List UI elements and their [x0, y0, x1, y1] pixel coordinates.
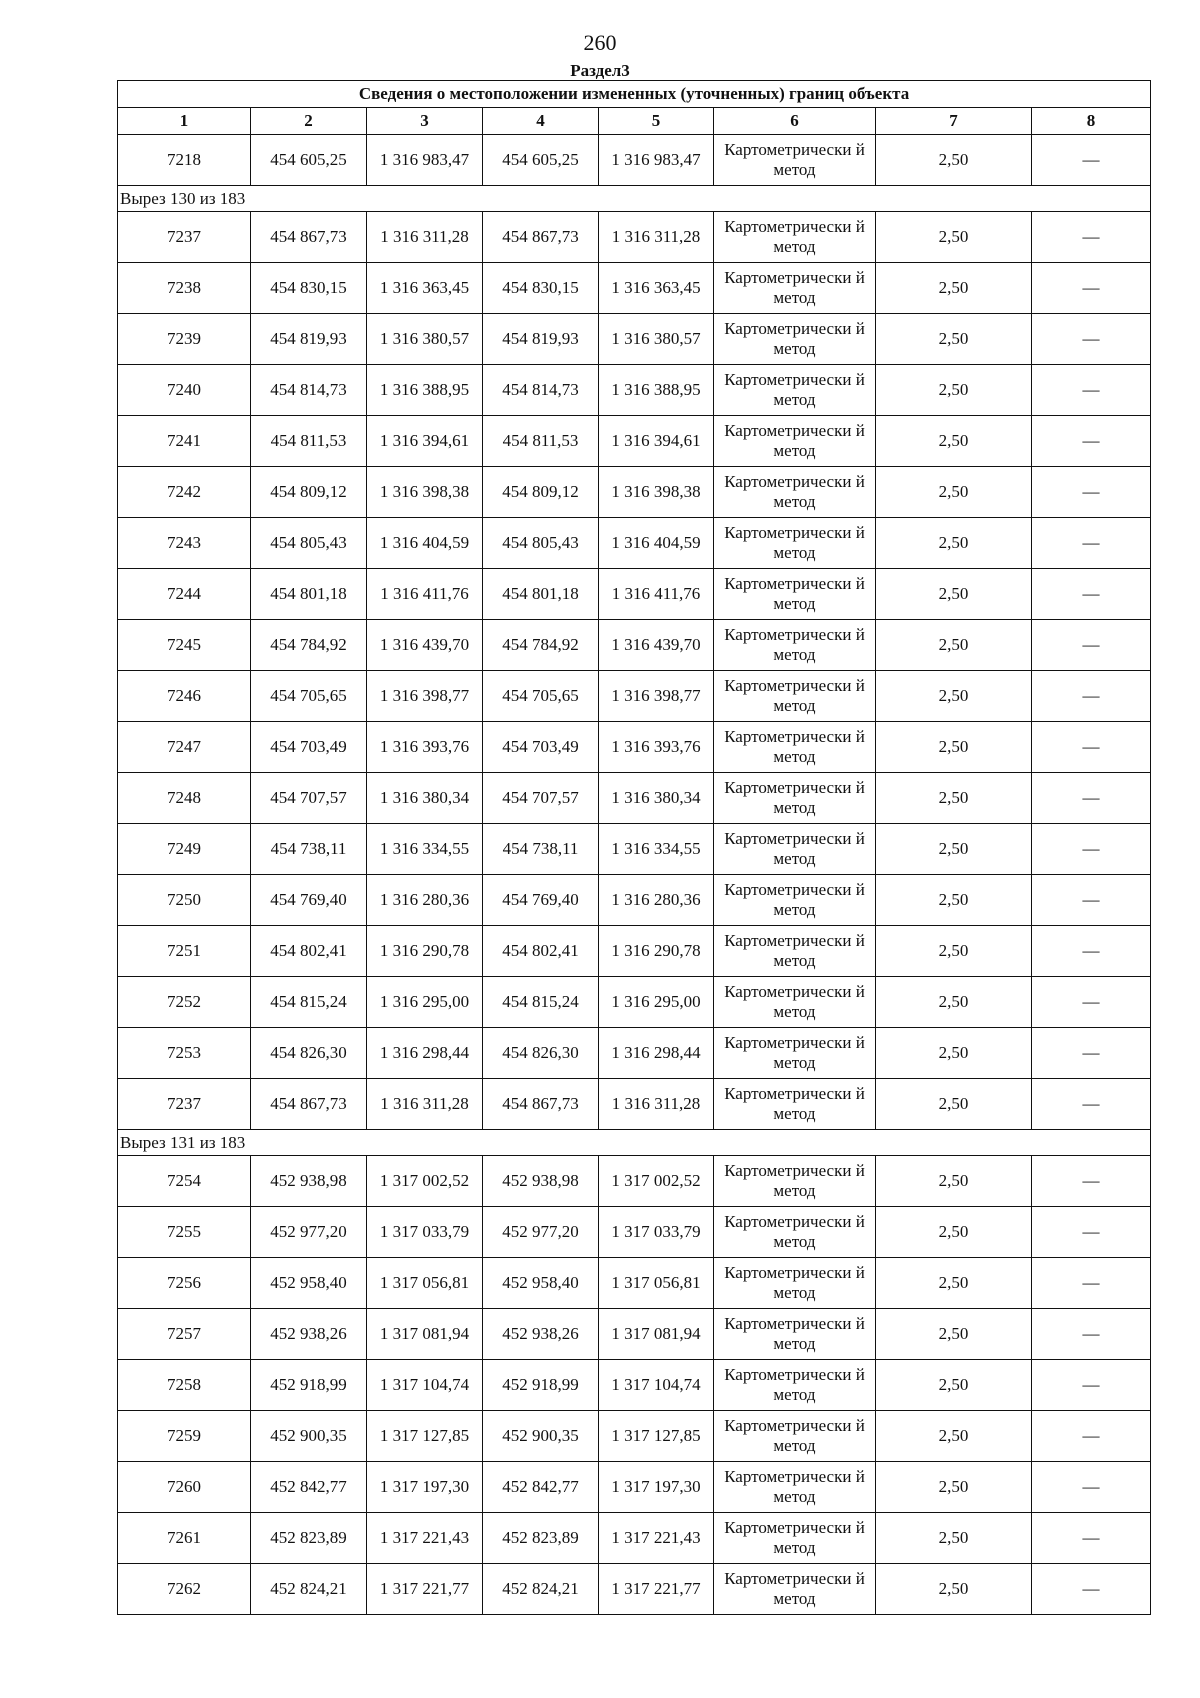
- accuracy-cell: 2,50: [876, 1564, 1032, 1615]
- note-cell: —: [1032, 263, 1151, 314]
- y-old-cell: 1 316 398,38: [367, 467, 483, 518]
- x-old-cell: 452 918,99: [251, 1360, 367, 1411]
- x-old-cell: 452 842,77: [251, 1462, 367, 1513]
- note-cell: —: [1032, 722, 1151, 773]
- table-row: [118, 263, 1151, 314]
- y-old-cell: 1 317 127,85: [367, 1411, 483, 1462]
- method-cell: Картометрически й метод: [714, 1156, 876, 1207]
- x-new-cell: 454 867,73: [483, 1079, 599, 1130]
- table-row: [118, 926, 1151, 977]
- y-old-cell: 1 316 983,47: [367, 135, 483, 186]
- accuracy-cell: 2,50: [876, 314, 1032, 365]
- table-row: [118, 1309, 1151, 1360]
- accuracy-cell: 2,50: [876, 1309, 1032, 1360]
- y-new-cell: 1 316 298,44: [599, 1028, 714, 1079]
- point-number-cell: 7259: [118, 1411, 251, 1462]
- x-new-cell: 454 819,93: [483, 314, 599, 365]
- y-old-cell: 1 317 033,79: [367, 1207, 483, 1258]
- cutout-label-row: [118, 186, 1151, 212]
- accuracy-cell: 2,50: [876, 671, 1032, 722]
- x-new-cell: 454 769,40: [483, 875, 599, 926]
- table-row: [118, 620, 1151, 671]
- point-number-cell: 7255: [118, 1207, 251, 1258]
- table-row: [118, 1258, 1151, 1309]
- method-cell: Картометрически й метод: [714, 1564, 876, 1615]
- y-new-cell: 1 316 380,34: [599, 773, 714, 824]
- point-number-cell: 7242: [118, 467, 251, 518]
- y-old-cell: 1 316 298,44: [367, 1028, 483, 1079]
- method-cell: Картометрически й метод: [714, 773, 876, 824]
- point-number-cell: 7253: [118, 1028, 251, 1079]
- y-new-cell: 1 316 983,47: [599, 135, 714, 186]
- accuracy-cell: 2,50: [876, 875, 1032, 926]
- y-new-cell: 1 316 394,61: [599, 416, 714, 467]
- note-cell: —: [1032, 824, 1151, 875]
- x-old-cell: 454 805,43: [251, 518, 367, 569]
- accuracy-cell: 2,50: [876, 1411, 1032, 1462]
- method-cell: Картометрически й метод: [714, 365, 876, 416]
- y-old-cell: 1 317 197,30: [367, 1462, 483, 1513]
- accuracy-cell: 2,50: [876, 212, 1032, 263]
- table-row: [118, 212, 1151, 263]
- note-cell: —: [1032, 518, 1151, 569]
- x-new-cell: 454 705,65: [483, 671, 599, 722]
- y-new-cell: 1 317 221,77: [599, 1564, 714, 1615]
- x-old-cell: 452 977,20: [251, 1207, 367, 1258]
- point-number-cell: 7254: [118, 1156, 251, 1207]
- x-old-cell: 454 784,92: [251, 620, 367, 671]
- table-row: [118, 671, 1151, 722]
- accuracy-cell: 2,50: [876, 773, 1032, 824]
- method-cell: Картометрически й метод: [714, 212, 876, 263]
- y-old-cell: 1 316 393,76: [367, 722, 483, 773]
- table-row: [118, 1513, 1151, 1564]
- note-cell: —: [1032, 416, 1151, 467]
- x-new-cell: 452 824,21: [483, 1564, 599, 1615]
- y-new-cell: 1 317 127,85: [599, 1411, 714, 1462]
- point-number-cell: 7243: [118, 518, 251, 569]
- accuracy-cell: 2,50: [876, 518, 1032, 569]
- note-cell: —: [1032, 1258, 1151, 1309]
- y-new-cell: 1 317 221,43: [599, 1513, 714, 1564]
- point-number-cell: 7250: [118, 875, 251, 926]
- column-number-row: [118, 108, 1151, 135]
- table-row: [118, 416, 1151, 467]
- note-cell: —: [1032, 620, 1151, 671]
- point-number-cell: 7237: [118, 212, 251, 263]
- x-new-cell: 454 826,30: [483, 1028, 599, 1079]
- method-cell: Картометрически й метод: [714, 620, 876, 671]
- table-row: [118, 1156, 1151, 1207]
- point-number-cell: 7245: [118, 620, 251, 671]
- table-row: [118, 518, 1151, 569]
- method-cell: Картометрически й метод: [714, 1079, 876, 1130]
- x-new-cell: 454 738,11: [483, 824, 599, 875]
- note-cell: —: [1032, 875, 1151, 926]
- accuracy-cell: 2,50: [876, 1028, 1032, 1079]
- x-new-cell: 454 815,24: [483, 977, 599, 1028]
- method-cell: Картометрически й метод: [714, 135, 876, 186]
- x-new-cell: 454 802,41: [483, 926, 599, 977]
- x-old-cell: 454 867,73: [251, 212, 367, 263]
- x-new-cell: 452 842,77: [483, 1462, 599, 1513]
- x-new-cell: 454 707,57: [483, 773, 599, 824]
- point-number-cell: 7256: [118, 1258, 251, 1309]
- accuracy-cell: 2,50: [876, 1360, 1032, 1411]
- x-old-cell: 454 707,57: [251, 773, 367, 824]
- y-new-cell: 1 316 398,38: [599, 467, 714, 518]
- table-row: [118, 824, 1151, 875]
- column-number: 3: [367, 108, 483, 135]
- y-new-cell: 1 316 404,59: [599, 518, 714, 569]
- method-cell: Картометрически й метод: [714, 1411, 876, 1462]
- accuracy-cell: 2,50: [876, 1462, 1032, 1513]
- note-cell: —: [1032, 365, 1151, 416]
- table-row: [118, 314, 1151, 365]
- x-old-cell: 454 769,40: [251, 875, 367, 926]
- page-number: 260: [583, 30, 617, 55]
- note-cell: —: [1032, 569, 1151, 620]
- table-row: [118, 135, 1151, 186]
- method-cell: Картометрически й метод: [714, 875, 876, 926]
- y-new-cell: 1 317 056,81: [599, 1258, 714, 1309]
- cutout-label: Вырез 130 из 183: [118, 186, 1151, 212]
- accuracy-cell: 2,50: [876, 620, 1032, 671]
- y-old-cell: 1 317 056,81: [367, 1258, 483, 1309]
- y-new-cell: 1 316 398,77: [599, 671, 714, 722]
- table-row: [118, 1411, 1151, 1462]
- point-number-cell: 7249: [118, 824, 251, 875]
- y-old-cell: 1 316 398,77: [367, 671, 483, 722]
- point-number-cell: 7247: [118, 722, 251, 773]
- note-cell: —: [1032, 314, 1151, 365]
- accuracy-cell: 2,50: [876, 977, 1032, 1028]
- table-row: [118, 1360, 1151, 1411]
- table-row: [118, 1028, 1151, 1079]
- y-new-cell: 1 316 393,76: [599, 722, 714, 773]
- method-cell: Картометрически й метод: [714, 1462, 876, 1513]
- point-number-cell: 7241: [118, 416, 251, 467]
- accuracy-cell: 2,50: [876, 1079, 1032, 1130]
- method-cell: Картометрически й метод: [714, 314, 876, 365]
- point-number-cell: 7237: [118, 1079, 251, 1130]
- x-new-cell: 452 958,40: [483, 1258, 599, 1309]
- table-row: [118, 467, 1151, 518]
- x-new-cell: 452 938,98: [483, 1156, 599, 1207]
- note-cell: —: [1032, 135, 1151, 186]
- y-old-cell: 1 316 311,28: [367, 212, 483, 263]
- note-cell: —: [1032, 1411, 1151, 1462]
- accuracy-cell: 2,50: [876, 569, 1032, 620]
- point-number-cell: 7238: [118, 263, 251, 314]
- x-old-cell: 452 958,40: [251, 1258, 367, 1309]
- x-old-cell: 454 830,15: [251, 263, 367, 314]
- y-old-cell: 1 316 380,34: [367, 773, 483, 824]
- table-row: [118, 977, 1151, 1028]
- x-old-cell: 454 605,25: [251, 135, 367, 186]
- note-cell: —: [1032, 1028, 1151, 1079]
- y-old-cell: 1 316 334,55: [367, 824, 483, 875]
- y-new-cell: 1 316 380,57: [599, 314, 714, 365]
- note-cell: —: [1032, 1513, 1151, 1564]
- accuracy-cell: 2,50: [876, 135, 1032, 186]
- note-cell: —: [1032, 1079, 1151, 1130]
- x-new-cell: 454 801,18: [483, 569, 599, 620]
- y-new-cell: 1 317 081,94: [599, 1309, 714, 1360]
- column-number: 4: [483, 108, 599, 135]
- accuracy-cell: 2,50: [876, 824, 1032, 875]
- point-number-cell: 7261: [118, 1513, 251, 1564]
- note-cell: —: [1032, 1309, 1151, 1360]
- note-cell: —: [1032, 773, 1151, 824]
- y-old-cell: 1 316 290,78: [367, 926, 483, 977]
- x-new-cell: 454 830,15: [483, 263, 599, 314]
- y-new-cell: 1 316 363,45: [599, 263, 714, 314]
- y-new-cell: 1 316 334,55: [599, 824, 714, 875]
- note-cell: —: [1032, 1207, 1151, 1258]
- table-row: [118, 773, 1151, 824]
- note-cell: —: [1032, 1462, 1151, 1513]
- y-old-cell: 1 316 380,57: [367, 314, 483, 365]
- y-old-cell: 1 317 221,77: [367, 1564, 483, 1615]
- table-row: [118, 1564, 1151, 1615]
- x-new-cell: 454 703,49: [483, 722, 599, 773]
- note-cell: —: [1032, 671, 1151, 722]
- y-old-cell: 1 316 388,95: [367, 365, 483, 416]
- accuracy-cell: 2,50: [876, 926, 1032, 977]
- column-number: 1: [118, 108, 251, 135]
- note-cell: —: [1032, 977, 1151, 1028]
- x-old-cell: 454 809,12: [251, 467, 367, 518]
- x-new-cell: 454 809,12: [483, 467, 599, 518]
- x-old-cell: 454 815,24: [251, 977, 367, 1028]
- x-old-cell: 454 826,30: [251, 1028, 367, 1079]
- x-new-cell: 452 900,35: [483, 1411, 599, 1462]
- section-title: Раздел3: [570, 61, 630, 80]
- x-new-cell: 454 811,53: [483, 416, 599, 467]
- method-cell: Картометрически й метод: [714, 1028, 876, 1079]
- note-cell: —: [1032, 467, 1151, 518]
- x-old-cell: 454 738,11: [251, 824, 367, 875]
- x-new-cell: 454 784,92: [483, 620, 599, 671]
- accuracy-cell: 2,50: [876, 1207, 1032, 1258]
- column-number: 6: [714, 108, 876, 135]
- y-old-cell: 1 316 411,76: [367, 569, 483, 620]
- y-new-cell: 1 317 033,79: [599, 1207, 714, 1258]
- table-row: [118, 1462, 1151, 1513]
- y-new-cell: 1 316 311,28: [599, 1079, 714, 1130]
- y-old-cell: 1 317 104,74: [367, 1360, 483, 1411]
- x-new-cell: 452 823,89: [483, 1513, 599, 1564]
- y-old-cell: 1 316 439,70: [367, 620, 483, 671]
- accuracy-cell: 2,50: [876, 1156, 1032, 1207]
- method-cell: Картометрически й метод: [714, 671, 876, 722]
- x-new-cell: 452 918,99: [483, 1360, 599, 1411]
- x-old-cell: 454 811,53: [251, 416, 367, 467]
- x-old-cell: 454 814,73: [251, 365, 367, 416]
- x-new-cell: 454 814,73: [483, 365, 599, 416]
- x-old-cell: 452 938,98: [251, 1156, 367, 1207]
- note-cell: —: [1032, 926, 1151, 977]
- table-title-row: [118, 81, 1151, 108]
- accuracy-cell: 2,50: [876, 722, 1032, 773]
- y-new-cell: 1 316 439,70: [599, 620, 714, 671]
- point-number-cell: 7262: [118, 1564, 251, 1615]
- x-old-cell: 452 823,89: [251, 1513, 367, 1564]
- note-cell: —: [1032, 1564, 1151, 1615]
- method-cell: Картометрически й метод: [714, 722, 876, 773]
- method-cell: Картометрически й метод: [714, 467, 876, 518]
- y-old-cell: 1 317 081,94: [367, 1309, 483, 1360]
- column-number: 2: [251, 108, 367, 135]
- method-cell: Картометрически й метод: [714, 1360, 876, 1411]
- y-old-cell: 1 316 363,45: [367, 263, 483, 314]
- method-cell: Картометрически й метод: [714, 569, 876, 620]
- x-new-cell: 454 867,73: [483, 212, 599, 263]
- table-title: Сведения о местоположении измененных (уточненных) границ объекта: [118, 81, 1151, 108]
- x-old-cell: 454 703,49: [251, 722, 367, 773]
- point-number-cell: 7218: [118, 135, 251, 186]
- x-old-cell: 454 705,65: [251, 671, 367, 722]
- accuracy-cell: 2,50: [876, 1258, 1032, 1309]
- method-cell: Картометрически й метод: [714, 1309, 876, 1360]
- method-cell: Картометрически й метод: [714, 1258, 876, 1309]
- table-row: [118, 722, 1151, 773]
- y-new-cell: 1 316 295,00: [599, 977, 714, 1028]
- x-new-cell: 452 938,26: [483, 1309, 599, 1360]
- cutout-label-row: [118, 1130, 1151, 1156]
- method-cell: Картометрически й метод: [714, 518, 876, 569]
- point-number-cell: 7258: [118, 1360, 251, 1411]
- y-new-cell: 1 316 280,36: [599, 875, 714, 926]
- point-number-cell: 7260: [118, 1462, 251, 1513]
- x-old-cell: 454 819,93: [251, 314, 367, 365]
- table-row: [118, 365, 1151, 416]
- point-number-cell: 7246: [118, 671, 251, 722]
- note-cell: —: [1032, 1156, 1151, 1207]
- point-number-cell: 7251: [118, 926, 251, 977]
- x-old-cell: 454 867,73: [251, 1079, 367, 1130]
- y-new-cell: 1 317 197,30: [599, 1462, 714, 1513]
- method-cell: Картометрически й метод: [714, 926, 876, 977]
- method-cell: Картометрически й метод: [714, 977, 876, 1028]
- x-new-cell: 452 977,20: [483, 1207, 599, 1258]
- y-old-cell: 1 316 394,61: [367, 416, 483, 467]
- table-row: [118, 875, 1151, 926]
- y-old-cell: 1 316 404,59: [367, 518, 483, 569]
- note-cell: —: [1032, 1360, 1151, 1411]
- point-number-cell: 7257: [118, 1309, 251, 1360]
- coordinates-table: [117, 80, 1151, 1615]
- point-number-cell: 7248: [118, 773, 251, 824]
- method-cell: Картометрически й метод: [714, 1513, 876, 1564]
- y-old-cell: 1 317 221,43: [367, 1513, 483, 1564]
- x-new-cell: 454 805,43: [483, 518, 599, 569]
- table-row: [118, 1079, 1151, 1130]
- y-new-cell: 1 316 311,28: [599, 212, 714, 263]
- y-old-cell: 1 316 311,28: [367, 1079, 483, 1130]
- y-new-cell: 1 316 411,76: [599, 569, 714, 620]
- table-row: [118, 569, 1151, 620]
- y-old-cell: 1 317 002,52: [367, 1156, 483, 1207]
- x-old-cell: 454 802,41: [251, 926, 367, 977]
- accuracy-cell: 2,50: [876, 416, 1032, 467]
- accuracy-cell: 2,50: [876, 1513, 1032, 1564]
- note-cell: —: [1032, 212, 1151, 263]
- cutout-label: Вырез 131 из 183: [118, 1130, 1151, 1156]
- point-number-cell: 7252: [118, 977, 251, 1028]
- column-number: 7: [876, 108, 1032, 135]
- y-old-cell: 1 316 280,36: [367, 875, 483, 926]
- method-cell: Картометрически й метод: [714, 1207, 876, 1258]
- column-number: 5: [599, 108, 714, 135]
- x-old-cell: 452 938,26: [251, 1309, 367, 1360]
- y-new-cell: 1 316 388,95: [599, 365, 714, 416]
- method-cell: Картометрически й метод: [714, 824, 876, 875]
- method-cell: Картометрически й метод: [714, 416, 876, 467]
- accuracy-cell: 2,50: [876, 365, 1032, 416]
- y-old-cell: 1 316 295,00: [367, 977, 483, 1028]
- y-new-cell: 1 316 290,78: [599, 926, 714, 977]
- column-number: 8: [1032, 108, 1151, 135]
- point-number-cell: 7239: [118, 314, 251, 365]
- accuracy-cell: 2,50: [876, 263, 1032, 314]
- x-old-cell: 452 824,21: [251, 1564, 367, 1615]
- method-cell: Картометрически й метод: [714, 263, 876, 314]
- point-number-cell: 7240: [118, 365, 251, 416]
- accuracy-cell: 2,50: [876, 467, 1032, 518]
- x-new-cell: 454 605,25: [483, 135, 599, 186]
- x-old-cell: 454 801,18: [251, 569, 367, 620]
- point-number-cell: 7244: [118, 569, 251, 620]
- y-new-cell: 1 317 002,52: [599, 1156, 714, 1207]
- table-row: [118, 1207, 1151, 1258]
- x-old-cell: 452 900,35: [251, 1411, 367, 1462]
- y-new-cell: 1 317 104,74: [599, 1360, 714, 1411]
